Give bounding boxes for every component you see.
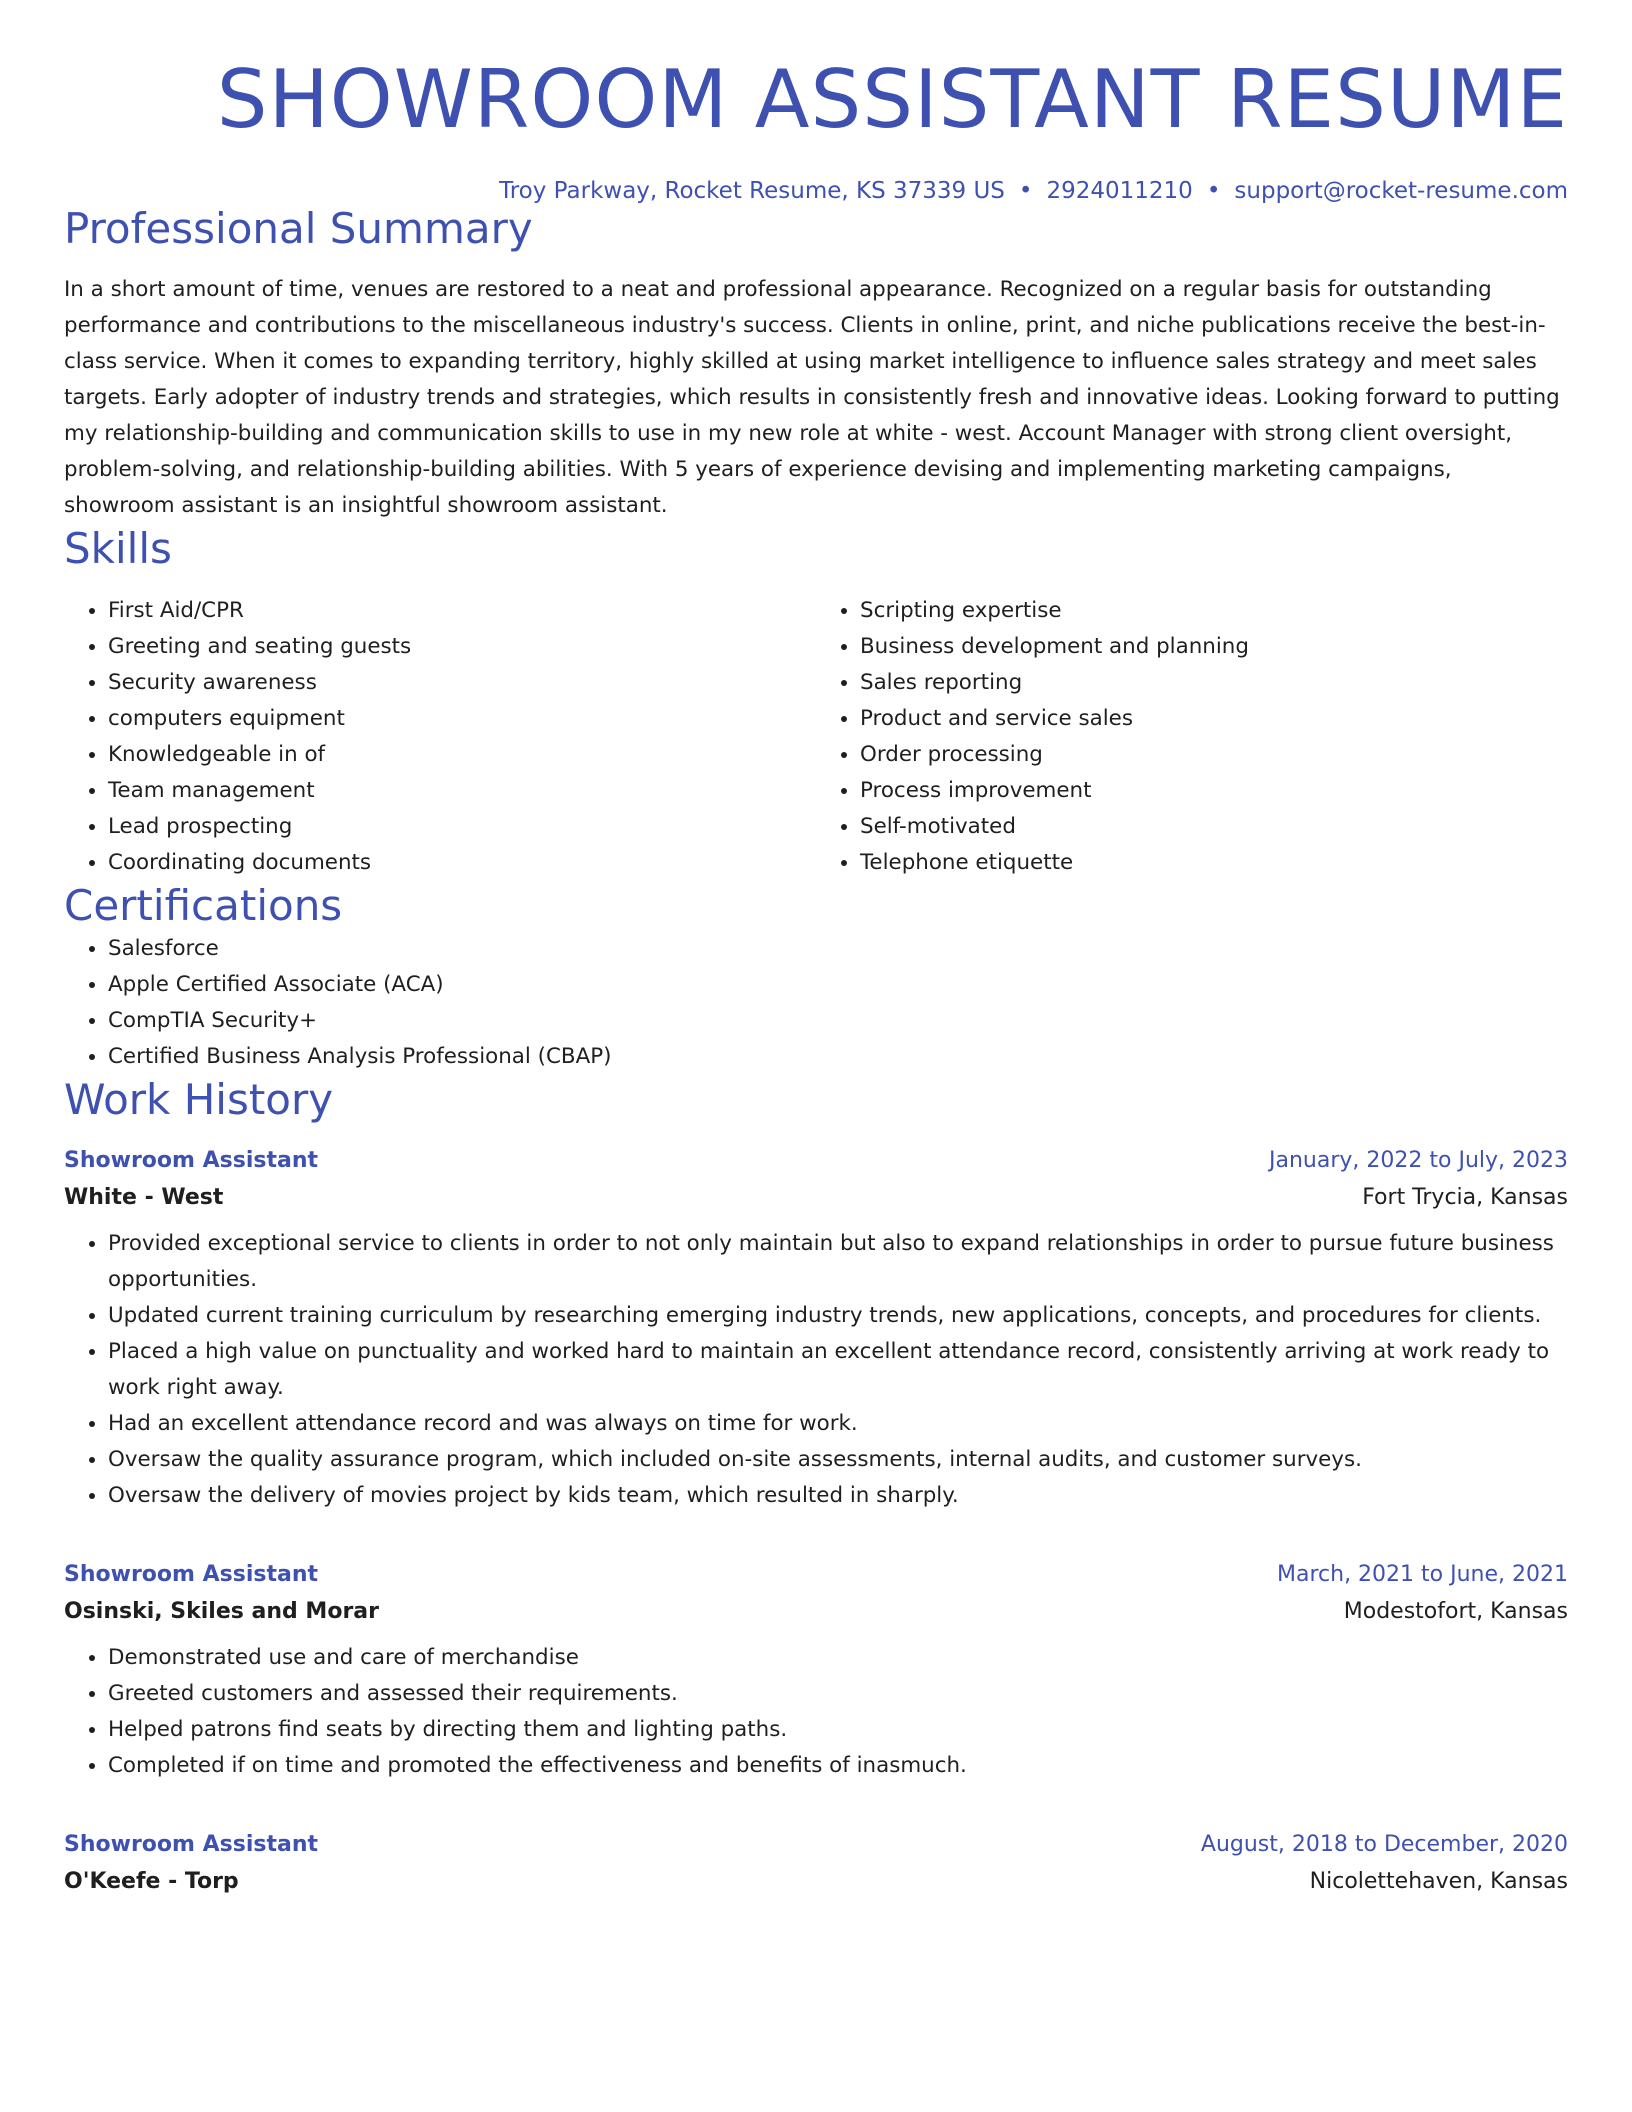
skill-item: • Scripting expertise <box>860 593 1568 629</box>
job-bullets <box>64 1226 1568 1514</box>
certifications-list <box>64 931 1568 1075</box>
skills-columns <box>64 593 1568 881</box>
job-bullet: • Updated current training curriculum by researching emerging industry trends, new applications, concepts, and procedures for clients. <box>108 1298 1568 1334</box>
job-bullet: • Greeted customers and assessed their requirements. <box>108 1676 1568 1712</box>
skill-item: • Sales reporting <box>860 665 1568 701</box>
skill-item: • Self-motivated <box>860 809 1568 845</box>
job-bullet: • Demonstrated use and care of merchandise <box>108 1640 1568 1676</box>
job-location: Nicolettehaven, Kansas <box>1309 1868 1568 1894</box>
job-company: O'Keefe - Torp <box>64 1868 239 1894</box>
certification-item: • Apple Certified Associate (ACA) <box>108 967 1568 1003</box>
skills-heading: Skills <box>64 524 172 574</box>
contact-phone: 2924011210 <box>1046 178 1193 204</box>
skill-item: • Knowledgeable in of <box>108 737 816 773</box>
job-bullet: • Helped patrons find seats by directing them and lighting paths. <box>108 1712 1568 1748</box>
skill-item: • Coordinating documents <box>108 845 816 881</box>
skill-item: • Team management <box>108 773 816 809</box>
job-entry <box>64 1832 1568 1894</box>
certification-item: • Certified Business Analysis Professional (CBAP) <box>108 1039 1568 1075</box>
job-bullet: • Placed a high value on punctuality and worked hard to maintain an excellent attendance record, consistently arriving at work ready to work right away. <box>108 1334 1568 1406</box>
job-entry <box>64 1148 1568 1514</box>
job-company: Osinski, Skiles and Morar <box>64 1598 379 1624</box>
contact-email: support@rocket-resume.com <box>1234 178 1568 204</box>
skill-item: • computers equipment <box>108 701 816 737</box>
job-location: Fort Trycia, Kansas <box>1362 1184 1568 1210</box>
contact-separator: • <box>1018 178 1033 204</box>
job-title: Showroom Assistant <box>64 1147 318 1173</box>
job-bullet: • Oversaw the quality assurance program, which included on-site assessments, internal audits, and customer surveys. <box>108 1442 1568 1478</box>
work-history-heading: Work History <box>64 1075 334 1125</box>
contact-line <box>64 178 1568 204</box>
job-dates: August, 2018 to December, 2020 <box>1200 1831 1568 1857</box>
skill-item: • Greeting and seating guests <box>108 629 816 665</box>
certification-item: • CompTIA Security+ <box>108 1003 1568 1039</box>
job-bullet: • Completed if on time and promoted the effectiveness and benefits of inasmuch. <box>108 1748 1568 1784</box>
skill-item: • Product and service sales <box>860 701 1568 737</box>
job-dates: March, 2021 to June, 2021 <box>1277 1561 1568 1587</box>
skills-list-left <box>64 593 816 881</box>
skill-item: • Lead prospecting <box>108 809 816 845</box>
skill-item: • Telephone etiquette <box>860 845 1568 881</box>
job-entry <box>64 1562 1568 1784</box>
job-title: Showroom Assistant <box>64 1561 318 1587</box>
summary-text: In a short amount of time, venues are restored to a neat and professional appearance. Recognized on a regular basis for outstanding performance and contributions to the miscellaneous industry's success. Clients in online, print, and niche publications receive the best-in-class service. When it comes to expanding territory, highly skilled at using market intelligence to influence sales strategy and meet sales targets. Early adopter of industry trends and strategies, which results in consistently fresh and innovative ideas. Looking forward to putting my relationship-building and communication skills to use in my new role at white - west. Account Manager with strong client oversight, problem-solving, and relationship-building abilities. With 5 years of experience devising and implementing marketing campaigns, showroom assistant is an insightful showroom assistant. <box>64 277 1560 519</box>
skills-list-right <box>816 593 1568 881</box>
skill-item: • Security awareness <box>108 665 816 701</box>
resume-title: SHOWROOM ASSISTANT RESUME <box>216 53 1568 146</box>
certifications-heading: Certifications <box>64 880 343 930</box>
skill-item: • Process improvement <box>860 773 1568 809</box>
certification-item: • Salesforce <box>108 931 1568 967</box>
job-title: Showroom Assistant <box>64 1831 318 1857</box>
contact-separator: • <box>1206 178 1221 204</box>
job-bullet: • Had an excellent attendance record and was always on time for work. <box>108 1406 1568 1442</box>
job-bullets <box>64 1640 1568 1784</box>
skill-item: • Order processing <box>860 737 1568 773</box>
job-bullet: • Oversaw the delivery of movies project by kids team, which resulted in sharply. <box>108 1478 1568 1514</box>
job-bullet: • Provided exceptional service to clients in order to not only maintain but also to expand relationships in order to pursue future business opportunities. <box>108 1226 1568 1298</box>
job-dates: January, 2022 to July, 2023 <box>1269 1147 1568 1173</box>
summary-heading: Professional Summary <box>64 204 533 253</box>
skill-item: • Business development and planning <box>860 629 1568 665</box>
job-location: Modestofort, Kansas <box>1343 1598 1568 1624</box>
contact-address: Troy Parkway, Rocket Resume, KS 37339 US <box>499 178 1005 204</box>
job-company: White - West <box>64 1184 224 1210</box>
skill-item: • First Aid/CPR <box>108 593 816 629</box>
